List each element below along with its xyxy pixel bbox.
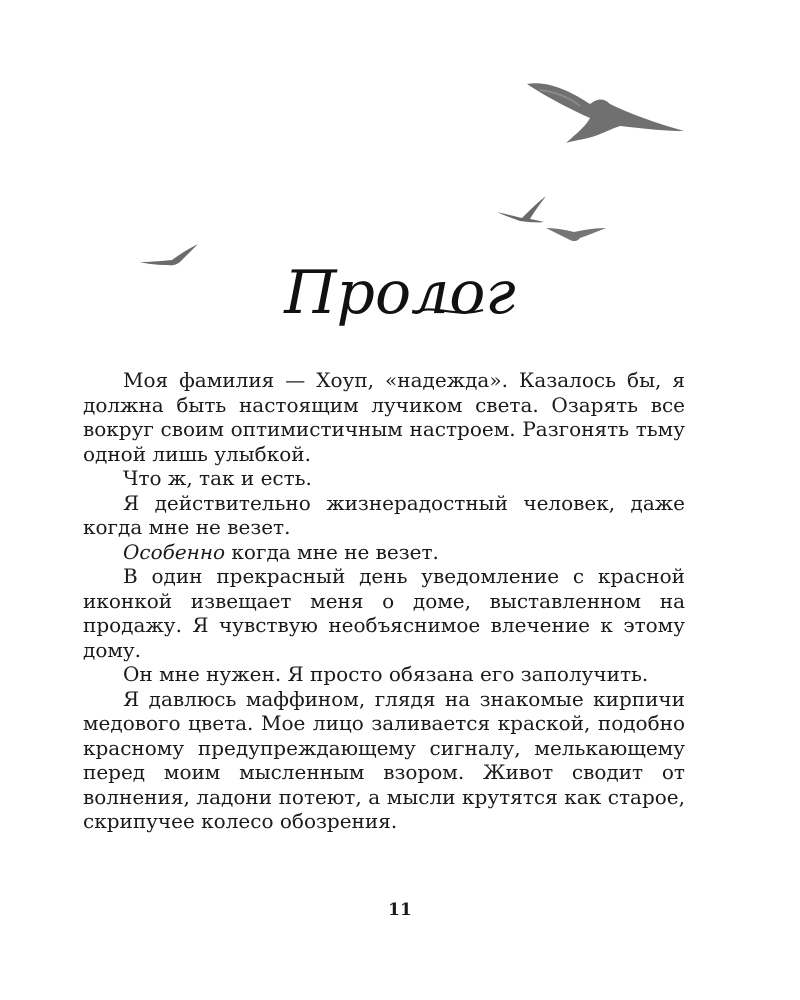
medium-bird-icon	[546, 228, 606, 241]
paragraph: Он мне нужен. Я просто обязана его заполучить.	[123, 662, 649, 686]
flying-birds-icon	[0, 0, 800, 300]
chapter-title: Пролог	[284, 258, 516, 328]
body-text	[83, 368, 685, 834]
large-bird-icon	[527, 83, 684, 143]
paragraph-rest: когда мне не везет.	[225, 539, 439, 564]
title-flourish-icon	[415, 300, 485, 324]
paragraph: Моя фамилия — Хоуп, «надежда». Казалось бы, я должна быть настоящим лучиком света. Озарять все вокруг своим оптимистичным настроем. Разгонять тьму одной лишь улыбкой.	[83, 368, 685, 466]
emphasis: Особенно	[123, 539, 226, 564]
page-number: 11	[388, 900, 412, 920]
paragraph	[83, 540, 685, 565]
paragraph: Что ж, так и есть.	[123, 466, 312, 490]
paragraph: В один прекрасный день уведомление с красной иконкой извещает меня о доме, выставленном на продажу. Я чувствую необъяснимое влечение к этому дому.	[83, 564, 685, 662]
paragraph: Я действительно жизнерадостный человек, даже когда мне не везет.	[83, 490, 685, 539]
small-bird-icon	[497, 196, 546, 222]
paragraph: Я давлюсь маффином, глядя на знакомые кирпичи медового цвета. Мое лицо заливается краской, подобно красному предупреждающему сигналу, мелькающему перед моим мысленным взором. Живот сводит от волнения, ладони потеют, а мысли крутятся как старое, скрипучее колесо обозрения.	[83, 686, 685, 833]
